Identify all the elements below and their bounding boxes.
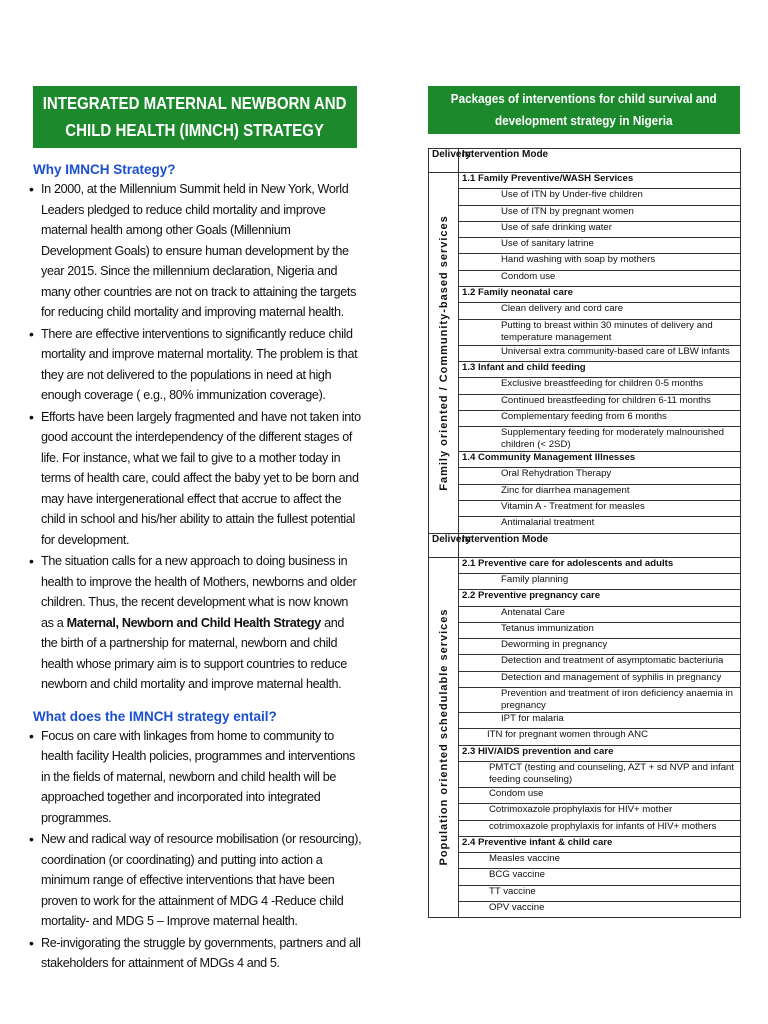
why-bullet-list — [33, 179, 363, 695]
group-heading-cell: 2.2 Preventive pregnancy care — [459, 590, 741, 606]
group-row — [429, 452, 741, 468]
intervention-row — [429, 303, 741, 319]
population-services-side-label — [429, 557, 459, 918]
intervention-cell: Oral Rehydration Therapy — [459, 468, 741, 484]
group-row — [429, 287, 741, 303]
intervention-cell: Family planning — [459, 573, 741, 589]
group-heading-cell: 1.2 Family neonatal care — [459, 287, 741, 303]
intervention-row — [429, 517, 741, 533]
intervention-cell: Vitamin A - Treatment for measles — [459, 501, 741, 517]
intervention-mode-column-header: Intervention Mode — [459, 533, 741, 557]
intervention-cell: OPV vaccine — [459, 901, 741, 917]
why-bullet: • Efforts have been largely fragmented and have not taken into good account the interdependency of the different stages of life. For instance, what we fail to give to a mother today in terms of health care, could affect the baby yet to be born and may have intergenerational effect that accrue to affect the child in school and his/her ability to attain the fullest potential for development. — [33, 407, 363, 551]
intervention-row — [429, 761, 741, 787]
intervention-cell: Detection and management of syphilis in pregnancy — [459, 671, 741, 687]
intervention-row — [429, 427, 741, 452]
right-column — [428, 86, 740, 918]
entail-heading: What does the IMNCH strategy entail? — [33, 708, 277, 724]
intervention-row — [429, 573, 741, 589]
delivery-column-header: Delivery — [429, 533, 459, 557]
packages-header-line-2: development strategy in Nigeria — [495, 113, 673, 128]
table-header-row — [429, 533, 741, 557]
intervention-cell: Use of ITN by Under-five children — [459, 189, 741, 205]
intervention-row — [429, 853, 741, 869]
bullet-bold-text: Maternal, Newborn and Child Health Strategy — [66, 615, 321, 630]
title-line-2: CHILD HEALTH (IMNCH) STRATEGY — [65, 120, 325, 140]
intervention-row — [429, 885, 741, 901]
intervention-row — [429, 787, 741, 803]
intervention-row — [429, 238, 741, 254]
entail-bullet: • Re-invigorating the struggle by governments, partners and all stakeholders for attainment of MDGs 4 and 5. — [33, 933, 363, 974]
intervention-row — [429, 345, 741, 361]
group-heading-cell: 1.3 Infant and child feeding — [459, 361, 741, 377]
intervention-cell: cotrimoxazole prophylaxis for infants of HIV+ mothers — [459, 820, 741, 836]
intervention-row — [429, 606, 741, 622]
intervention-row — [429, 820, 741, 836]
intervention-cell: Use of safe drinking water — [459, 221, 741, 237]
bullet-text: The situation calls for a new approach to doing business in health to improve the health of Mothers, newborns and older children. Thus, the recent development what is now known as a — [41, 554, 357, 630]
intervention-cell: Use of sanitary latrine — [459, 238, 741, 254]
intervention-cell: TT vaccine — [459, 885, 741, 901]
group-row — [429, 836, 741, 852]
intervention-cell: Detection and treatment of asymptomatic bacteriuria — [459, 655, 741, 671]
intervention-row — [429, 639, 741, 655]
entail-bullet-list — [33, 726, 363, 974]
intervention-row — [429, 501, 741, 517]
why-heading: Why IMNCH Strategy? — [33, 162, 176, 177]
intervention-cell: Supplementary feeding for moderately malnourished children (< 2SD) — [459, 427, 741, 452]
intervention-row — [429, 901, 741, 917]
intervention-cell: IPT for malaria — [459, 713, 741, 729]
group-row — [429, 745, 741, 761]
entail-bullet: • New and radical way of resource mobilisation (or resourcing), coordination (or coordinating) and putting into action a minimum range of effective interventions that have been proven to work for the attainment of MDG 4 -Reduce child mortality- and MDG 5 – Improve maternal health. — [33, 829, 363, 932]
group-row — [429, 557, 741, 573]
packages-header-banner — [428, 86, 740, 134]
intervention-cell: Prevention and treatment of iron deficiency anaemia in pregnancy — [459, 688, 741, 713]
intervention-cell: Clean delivery and cord care — [459, 303, 741, 319]
intervention-row — [429, 205, 741, 221]
why-bullet — [33, 551, 363, 695]
intervention-row — [429, 221, 741, 237]
intervention-cell: Antimalarial treatment — [459, 517, 741, 533]
intervention-cell: Hand washing with soap by mothers — [459, 254, 741, 270]
population-services-block — [429, 533, 741, 918]
group-heading-cell: 1.1 Family Preventive/WASH Services — [459, 173, 741, 189]
intervention-cell: Condom use — [459, 270, 741, 286]
intervention-row — [429, 189, 741, 205]
intervention-cell: PMTCT (testing and counseling, AZT + sd NVP and infant feeding counseling) — [459, 761, 741, 787]
intervention-cell: Universal extra community-based care of LBW infants — [459, 345, 741, 361]
intervention-row — [429, 394, 741, 410]
intervention-cell: Complementary feeding from 6 months — [459, 410, 741, 426]
intervention-cell: Continued breastfeeding for children 6-11 months — [459, 394, 741, 410]
intervention-cell: Zinc for diarrhea management — [459, 484, 741, 500]
group-heading-cell: 2.3 HIV/AIDS prevention and care — [459, 745, 741, 761]
intervention-row — [429, 671, 741, 687]
intervention-row — [429, 378, 741, 394]
population-services-side-label-label: Population oriented schedulable services — [437, 608, 450, 866]
intervention-cell: Deworming in pregnancy — [459, 639, 741, 655]
group-heading-cell: 2.1 Preventive care for adolescents and adults — [459, 557, 741, 573]
intervention-cell: Cotrimoxazole prophylaxis for HIV+ mother — [459, 804, 741, 820]
group-heading-cell: 1.4 Community Management Illnesses — [459, 452, 741, 468]
title-line-1: INTEGRATED MATERNAL NEWBORN AND — [43, 93, 347, 113]
interventions-table — [428, 148, 741, 918]
intervention-row — [429, 869, 741, 885]
intervention-cell: BCG vaccine — [459, 869, 741, 885]
intervention-row — [429, 729, 741, 745]
intervention-cell: Exclusive breastfeeding for children 0-5 months — [459, 378, 741, 394]
table-header-row — [429, 149, 741, 173]
intervention-row — [429, 410, 741, 426]
intervention-row — [429, 484, 741, 500]
why-bullet: • There are effective interventions to significantly reduce child mortality and improve maternal mortality. The problem is that they are not delivered to the populations in need at high enough coverage ( e.g., 80% immunization coverage). — [33, 324, 363, 406]
intervention-row — [429, 468, 741, 484]
intervention-cell: Measles vaccine — [459, 853, 741, 869]
family-services-side-label — [429, 173, 459, 534]
delivery-column-header: Delivery — [429, 149, 459, 173]
intervention-mode-column-header: Intervention Mode — [459, 149, 741, 173]
group-row — [429, 173, 741, 189]
intervention-row — [429, 622, 741, 638]
group-row — [429, 590, 741, 606]
packages-header-line-1: Packages of interventions for child survival and — [451, 91, 717, 106]
strategy-title-banner — [33, 86, 357, 148]
group-row — [429, 361, 741, 377]
intervention-cell: ITN for pregnant women through ANC — [459, 729, 741, 745]
intervention-row — [429, 319, 741, 345]
intervention-row — [429, 254, 741, 270]
intervention-cell: Tetanus immunization — [459, 622, 741, 638]
group-heading-cell: 2.4 Preventive infant & child care — [459, 836, 741, 852]
entail-bullet: • Focus on care with linkages from home to community to health facility Health policies, programmes and interventions in the fields of maternal, newborn and child health will be approached together and incorporated into integrated programmes. — [33, 726, 363, 829]
intervention-cell: Use of ITN by pregnant women — [459, 205, 741, 221]
intervention-row — [429, 270, 741, 286]
intervention-cell: Antenatal Care — [459, 606, 741, 622]
intervention-cell: Putting to breast within 30 minutes of delivery and temperature management — [459, 319, 741, 345]
family-services-side-label-label: Family oriented / Community-based services — [437, 215, 450, 491]
intervention-row — [429, 713, 741, 729]
intervention-row — [429, 804, 741, 820]
why-bullet: • In 2000, at the Millennium Summit held in New York, World Leaders pledged to reduce child mortality and improve maternal health among other Goals (Millennium Development Goals) to ensure human development by the year 2015. Since the millennium declaration, Nigeria and many other countries are not on track to attaining the targets for reducing child mortality and improving maternal health. — [33, 179, 363, 323]
bullet-text: and the birth of a partnership for maternal, newborn and child health whose primary aim is to support countries to reduce newborn and child mortality and improve maternal health. — [41, 615, 347, 691]
family-services-block — [429, 149, 741, 534]
left-column — [33, 86, 363, 975]
intervention-row — [429, 688, 741, 713]
intervention-cell: Condom use — [459, 787, 741, 803]
intervention-row — [429, 655, 741, 671]
